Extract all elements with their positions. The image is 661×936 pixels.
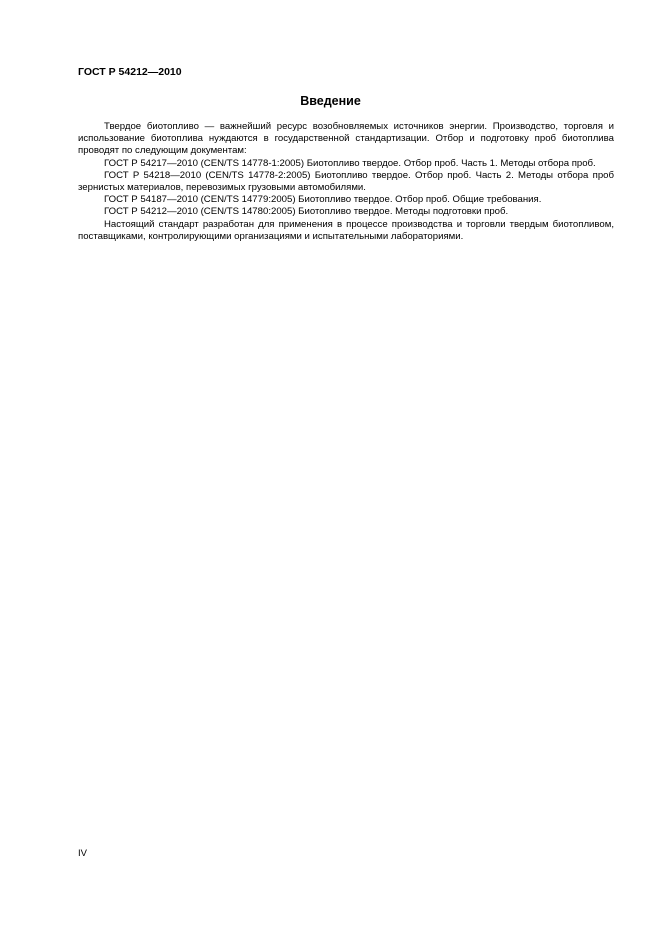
paragraph-intro: Твердое биотопливо — важнейший ресурс возобновляемых источников энергии. Производство, торговля и использование биотоплива нуждаются в государственной стандартизации. Отбор и подготовку проб биотоплива проводят по следующим документам: [78, 121, 614, 157]
section-title: Введение [300, 94, 361, 108]
paragraph-standard-54218: ГОСТ Р 54218—2010 (CEN/TS 14778-2:2005) Биотопливо твердое. Отбор проб. Часть 2. Методы отбора проб зернистых материалов, перевозимых грузовыми автомобилями. [78, 169, 614, 194]
paragraph-purpose: Настоящий стандарт разработан для применения в процессе производства и торговли твердым биотопливом, поставщиками, контролирующими организациями и испытательными лабораториями. [78, 218, 614, 242]
paragraph-standard-54187: ГОСТ Р 54187—2010 (CEN/TS 14779:2005) Биотопливо твердое. Отбор проб. Общие требования. [104, 194, 542, 206]
body-text [78, 121, 614, 243]
document-header: ГОСТ Р 54212—2010 [78, 66, 182, 78]
paragraph-standard-54217: ГОСТ Р 54217—2010 (CEN/TS 14778-1:2005) Биотопливо твердое. Отбор проб. Часть 1. Методы отбора проб. [104, 157, 596, 169]
paragraph-standard-54212: ГОСТ Р 54212—2010 (CEN/TS 14780:2005) Биотопливо твердое. Методы подготовки проб. [104, 206, 509, 218]
page-number: IV [78, 848, 87, 859]
